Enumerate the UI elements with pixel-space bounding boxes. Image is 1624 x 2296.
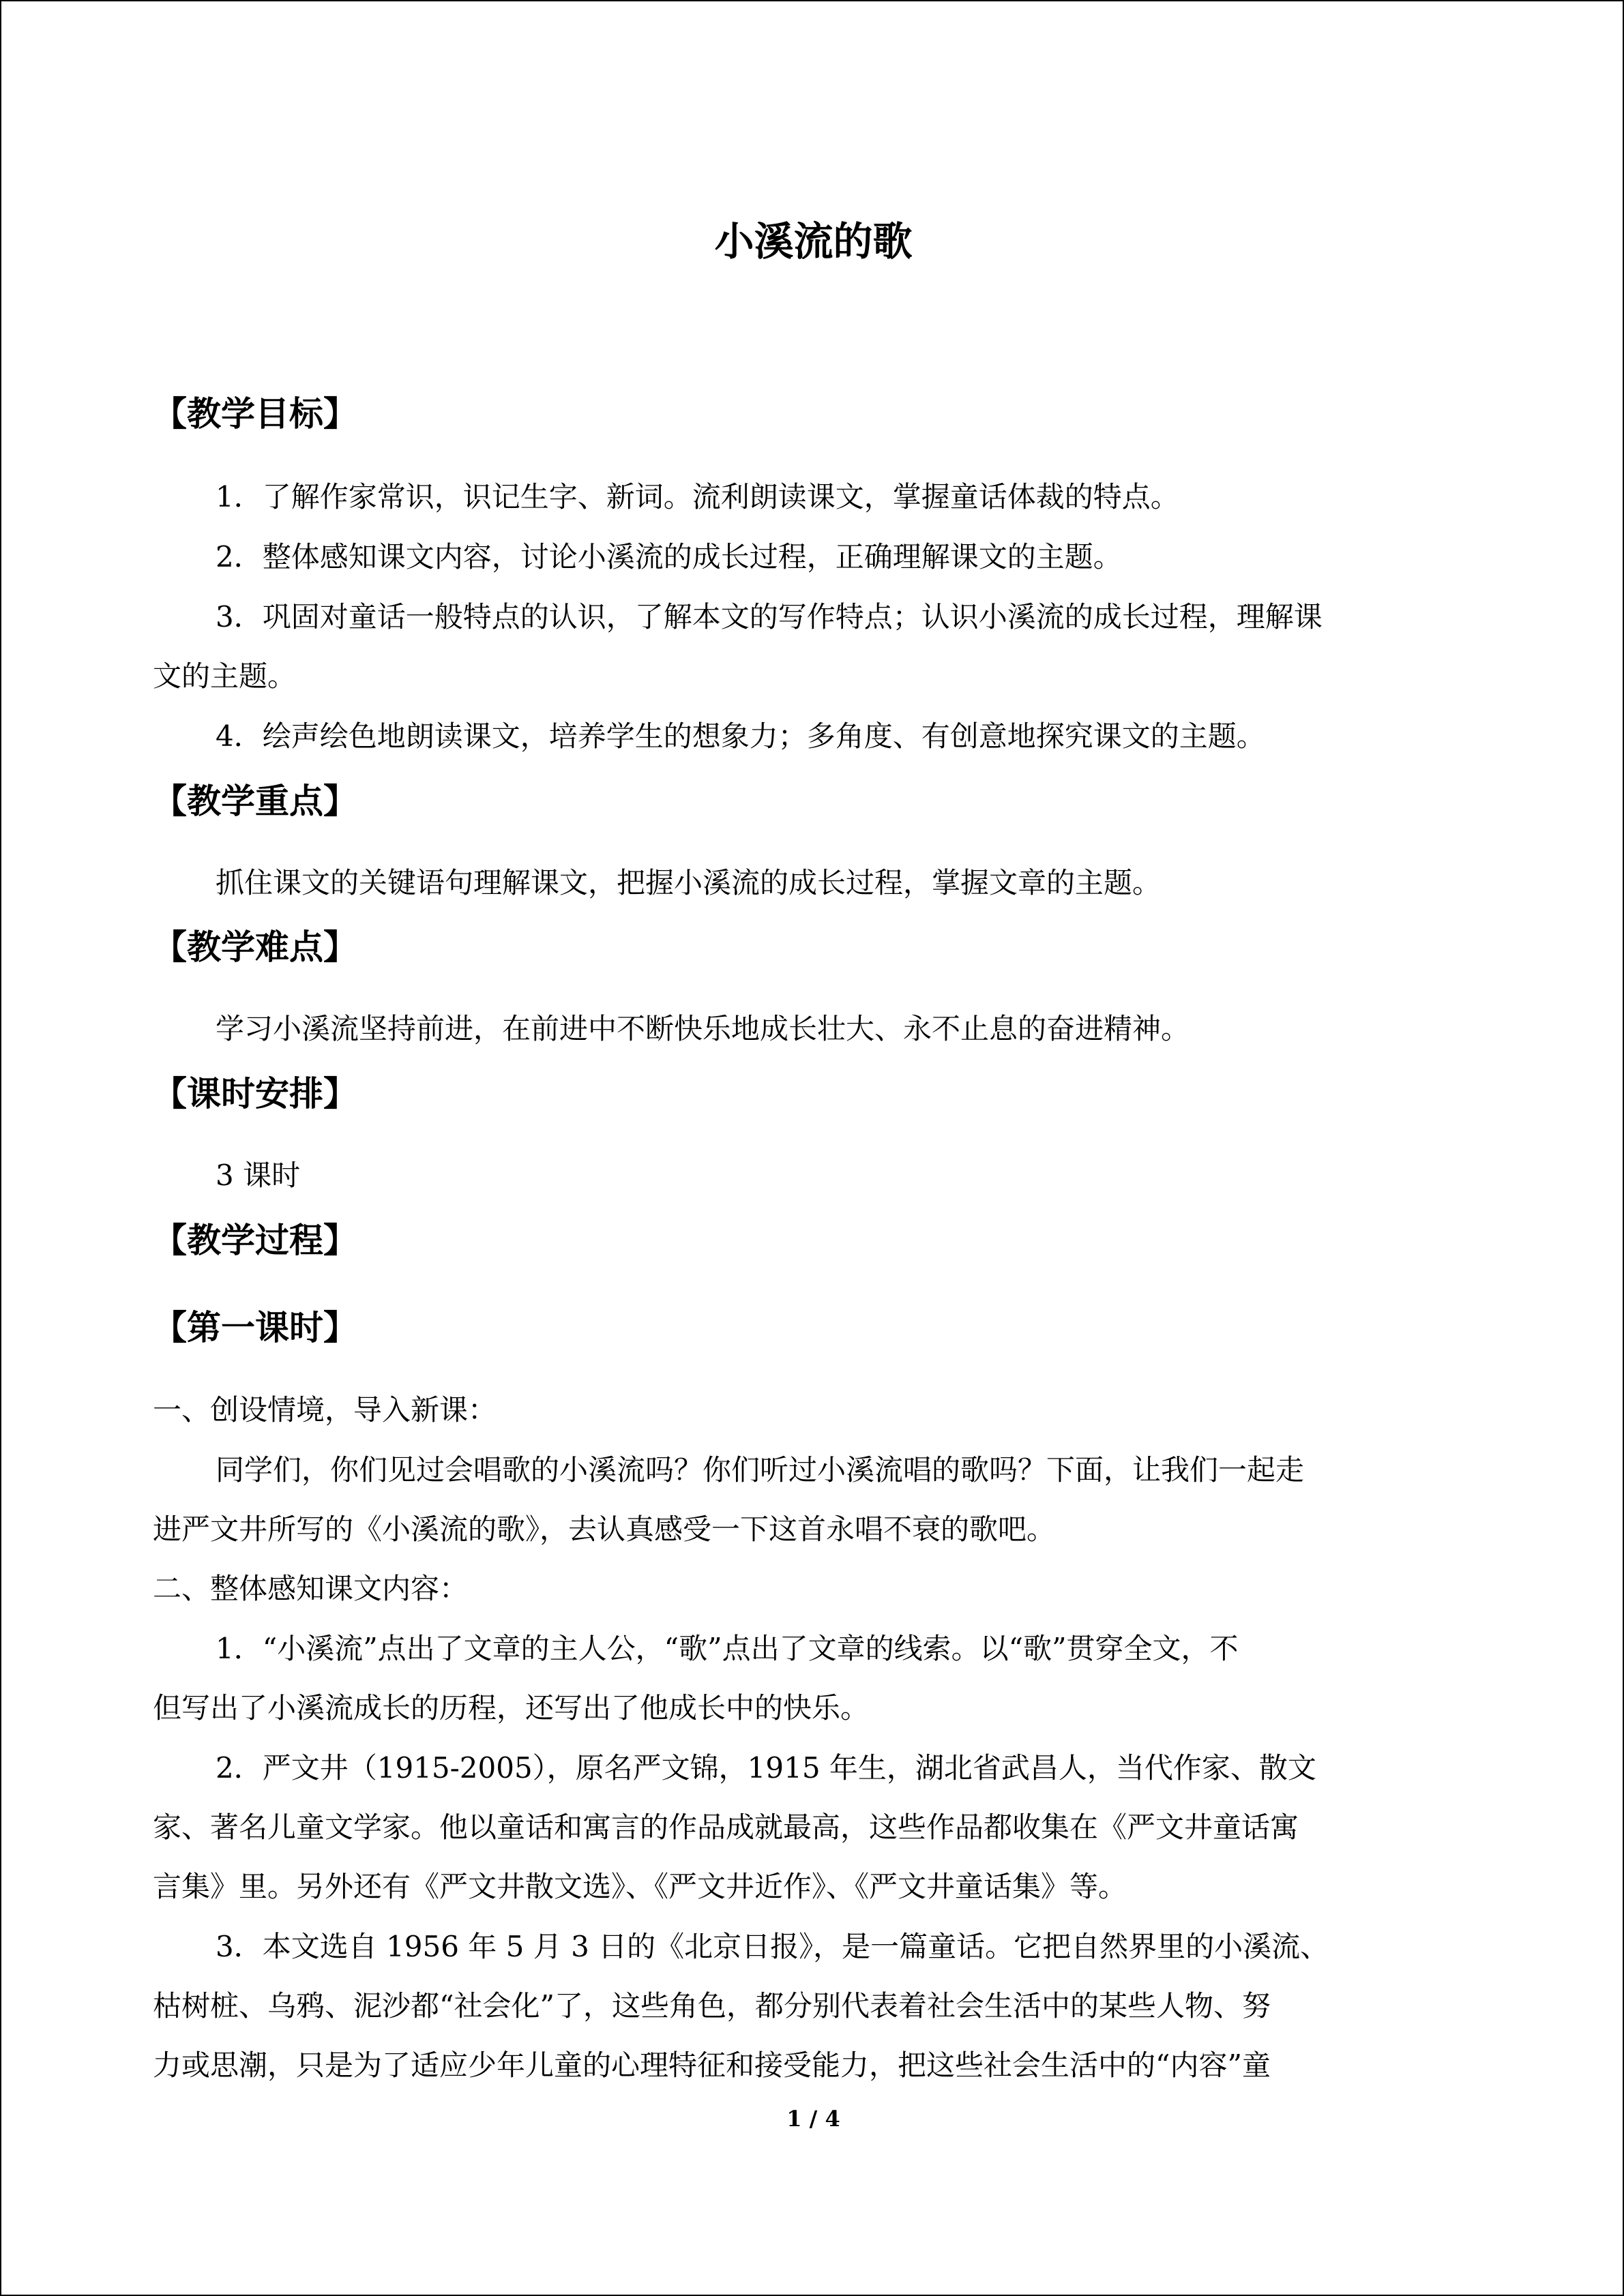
goal-item-3-cont: 文的主题。	[153, 659, 297, 693]
section-heading-difficulties: 【教学难点】	[153, 927, 357, 967]
page-title: 小溪流的歌	[714, 218, 913, 265]
goal-item-1: 1．了解作家常识，识记生字、新词。流利朗读课文，掌握童话体裁的特点。	[216, 480, 1179, 513]
lesson1-line-4: 二、整体感知课文内容：	[153, 1572, 469, 1605]
lesson1-line-8: 家、著名儿童文学家。他以童话和寓言的作品成就最高，这些作品都收集在《严文井童话寓	[153, 1810, 1299, 1844]
section-heading-goals: 【教学目标】	[153, 394, 357, 434]
goal-item-2: 2．整体感知课文内容，讨论小溪流的成长过程，正确理解课文的主题。	[216, 540, 1122, 573]
key-point-text: 抓住课文的关键语句理解课文，把握小溪流的成长过程，掌握文章的主题。	[216, 866, 1162, 899]
lesson1-line-9: 言集》里。另外还有《严文井散文选》、《严文井近作》、《严文井童话集》等。	[153, 1870, 1127, 1903]
goal-item-3: 3．巩固对童话一般特点的认识，了解本文的写作特点；认识小溪流的成长过程，理解课	[216, 600, 1323, 633]
page-number: 1 / 4	[786, 2106, 840, 2132]
lesson1-line-12: 力或思潮，只是为了适应少年儿童的心理特征和接受能力，把这些社会生活中的“内容”童	[153, 2048, 1271, 2082]
section-heading-process: 【教学过程】	[153, 1221, 357, 1260]
goal-item-4: 4．绘声绘色地朗读课文，培养学生的想象力；多角度、有创意地探究课文的主题。	[216, 719, 1265, 753]
lesson1-line-2: 同学们，你们见过会唱歌的小溪流吗？你们听过小溪流唱的歌吗？下面，让我们一起走	[216, 1453, 1305, 1487]
lesson1-line-1: 一、创设情境，导入新课：	[153, 1393, 497, 1427]
difficulty-text: 学习小溪流坚持前进，在前进中不断快乐地成长壮大、永不止息的奋进精神。	[216, 1012, 1190, 1045]
section-heading-schedule: 【课时安排】	[153, 1074, 357, 1114]
schedule-text: 3 课时	[216, 1159, 301, 1192]
lesson1-line-3: 进严文井所写的《小溪流的歌》，去认真感受一下这首永唱不衰的歌吧。	[153, 1512, 1056, 1546]
lesson1-line-11: 枯树桩、乌鸦、泥沙都“社会化”了，这些角色，都分别代表着社会生活中的某些人物、努	[153, 1989, 1271, 2023]
lesson1-line-5: 1．“小溪流”点出了文章的主人公，“歌”点出了文章的线索。以“歌”贯穿全文，不	[216, 1632, 1239, 1665]
lesson1-line-10: 3．本文选自 1956 年 5 月 3 日的《北京日报》，是一篇童话。它把自然界里的小溪流、	[216, 1930, 1329, 1963]
lesson1-line-7: 2．严文井（1915-2005），原名严文锦，1915 年生，湖北省武昌人，当代作家、散文	[216, 1751, 1316, 1785]
section-heading-key-points: 【教学重点】	[153, 781, 357, 821]
section-heading-lesson1: 【第一课时】	[153, 1308, 357, 1347]
lesson1-line-6: 但写出了小溪流成长的历程，还写出了他成长中的快乐。	[153, 1691, 870, 1725]
